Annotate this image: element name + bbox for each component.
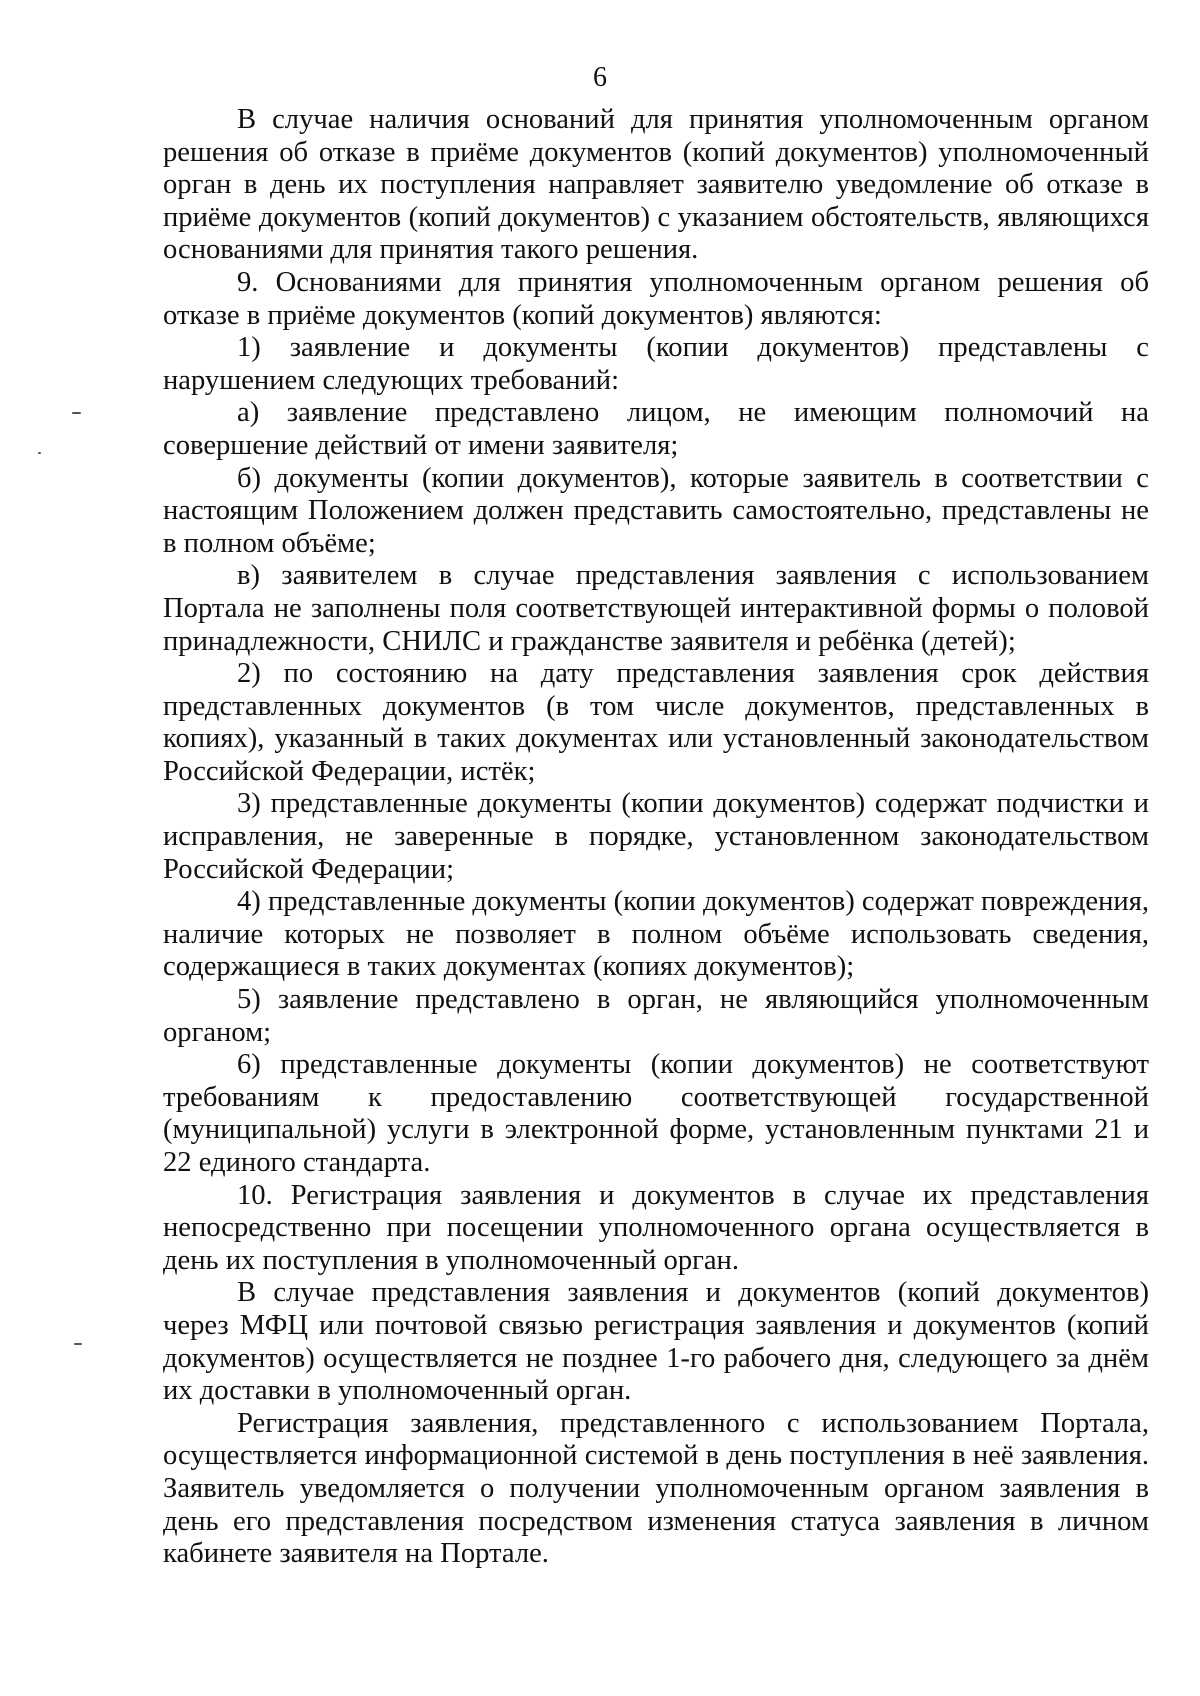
paragraph-subitem-1b: б) документы (копии документов), которые заявитель в соответствии с настоящим Положением должен представить самостоятельно, представлены не в полном объёме;: [163, 462, 1149, 559]
paragraph-subitem-2: 2) по состоянию на дату представления заявления срок действия представленных документов (в том числе документов, представленных в копиях), указанный в таких документах или установленный законодательством Российской Федерации, истёк;: [163, 658, 1149, 787]
paragraph-subitem-4: 4) представленные документы (копии документов) содержат повреждения, наличие которых не позволяет в полном объёме использовать сведения, содержащиеся в таких документах (копиях документов);: [163, 886, 1149, 983]
scan-speck: [72, 412, 81, 414]
paragraph-subitem-5: 5) заявление представлено в орган, не являющийся уполномоченным органом;: [163, 984, 1149, 1048]
paragraph-item-9: 9. Основаниями для принятия уполномоченным органом решения об отказе в приёме документов (копий документов) являются:: [163, 266, 1149, 331]
paragraph-subitem-6: 6) представленные документы (копии документов) не соответствуют требованиям к предоставлению соответствующей государственной (муниципальной) услуги в электронной форме, установленным пунктами 21 и 22 единого стандарта.: [163, 1049, 1149, 1178]
paragraph-subitem-3: 3) представленные документы (копии документов) содержат подчистки и исправления, не заверенные в порядке, установленном законодательством Российской Федерации;: [163, 788, 1149, 885]
page-number: 6: [593, 62, 607, 93]
paragraph-subitem-1a: а) заявление представлено лицом, не имеющим полномочий на совершение действий от имени заявителя;: [163, 397, 1149, 461]
paragraph-refusal-notice: В случае наличия оснований для принятия уполномоченным органом решения об отказе в приёме документов (копий документов) уполномоченный орган в день их поступления направляет заявителю уведомление об отказе в приёме документов (копий документов) с указанием обстоятельств, являющихся основаниями для принятия такого решения.: [163, 104, 1149, 266]
scan-speck: [74, 1343, 82, 1345]
paragraph-subitem-1v: в) заявителем в случае представления заявления с использованием Портала не заполнены поля соответствующей интерактивной формы о половой принадлежности, СНИЛС и гражданстве заявителя и ребёнка (детей);: [163, 560, 1149, 657]
paragraph-portal-registration: Регистрация заявления, представленного с использованием Портала, осуществляется информационной системой в день поступления в неё заявления. Заявитель уведомляется о получении уполномоченным органом заявления в день его представления посредством изменения статуса заявления в личном кабинете заявителя на Портале.: [163, 1407, 1149, 1570]
paragraph-subitem-1: 1) заявление и документы (копии документов) представлены с нарушением следующих требований:: [163, 332, 1149, 396]
document-body: [163, 104, 1149, 1571]
scan-speck: [38, 452, 41, 454]
paragraph-item-10: 10. Регистрация заявления и документов в случае их представления непосредственно при посещении уполномоченного органа осуществляется в день их поступления в уполномоченный орган.: [163, 1179, 1149, 1276]
paragraph-mfc-registration: В случае представления заявления и документов (копий документов) через МФЦ или почтовой связью регистрация заявления и документов (копий документов) осуществляется не позднее 1-го рабочего дня, следующего за днём их доставки в уполномоченный орган.: [163, 1277, 1149, 1407]
